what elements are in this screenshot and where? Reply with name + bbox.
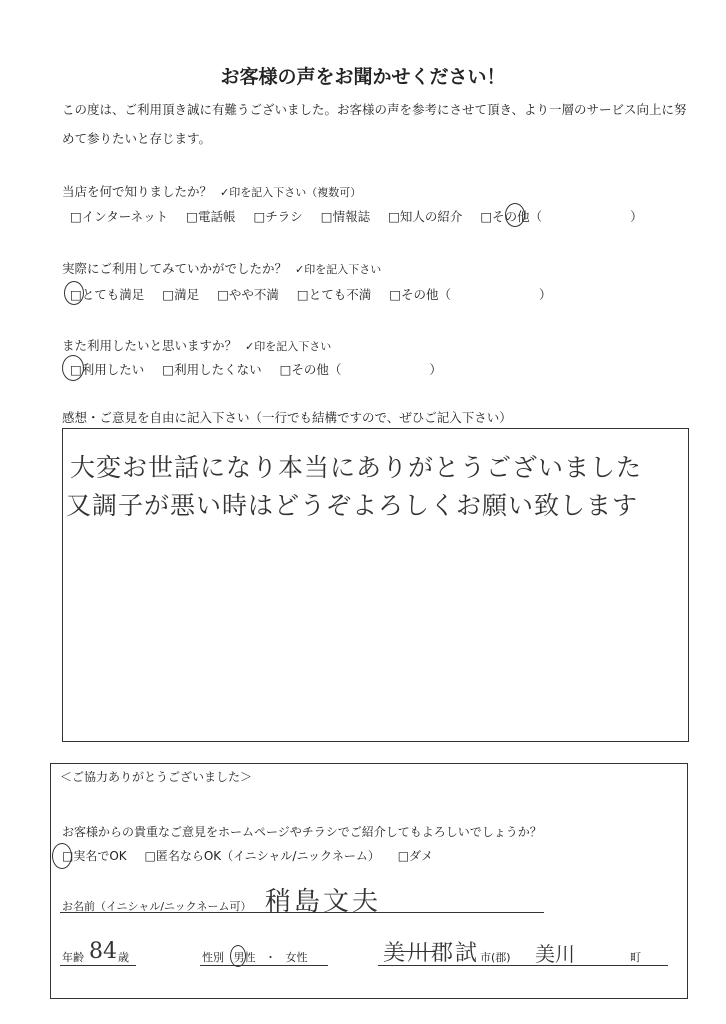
page-title: お客様の声をお聞かせください！ bbox=[220, 66, 506, 88]
question-2 bbox=[62, 259, 381, 277]
q3-option-other-close: ） bbox=[429, 362, 442, 377]
q1-option-referral[interactable]: □知人の紹介 bbox=[388, 209, 463, 224]
consent-option-anonymous[interactable]: □匿名ならOK（イニシャル/ニックネーム） bbox=[144, 849, 380, 863]
q1-option-flyer[interactable]: □チラシ bbox=[253, 209, 303, 224]
q3-selection-circle bbox=[62, 355, 84, 381]
q2-option-very-satisfied[interactable]: □とても満足 bbox=[70, 287, 145, 302]
gender-field bbox=[202, 949, 308, 965]
question-2-options bbox=[70, 285, 566, 303]
q2-option-very-unsatisfied[interactable]: □とても不満 bbox=[296, 287, 372, 302]
question-2-hint: ✓印を記入下さい bbox=[295, 263, 382, 276]
comments-handwritten-line-1: 大変お世話になり本当にありがとうございました bbox=[70, 453, 643, 482]
question-1-options bbox=[70, 207, 657, 225]
age-label: 年齢 bbox=[62, 951, 84, 964]
intro-line-2: めて参りたいと存じます。 bbox=[62, 131, 212, 146]
address-town-handwritten: 美川 bbox=[535, 942, 575, 966]
question-3-options bbox=[70, 360, 456, 378]
q2-option-other-close: ） bbox=[538, 287, 552, 302]
question-1-label: 当店を何で知りましたか？ bbox=[62, 184, 213, 199]
consent-options bbox=[62, 847, 447, 864]
q1-option-other[interactable]: □その他（ bbox=[480, 209, 543, 224]
q1-option-internet[interactable]: □インターネット bbox=[70, 209, 169, 224]
age-unit: 歳 bbox=[118, 951, 129, 964]
comments-label: 感想・ご意見を自由に記入下さい（一行でも結構ですので、ぜひご記入下さい） bbox=[62, 410, 512, 425]
name-underline bbox=[60, 912, 544, 913]
q1-option-phonebook[interactable]: □電話帳 bbox=[186, 209, 236, 224]
address-strikethrough bbox=[385, 951, 435, 952]
q2-option-other[interactable]: □その他（ bbox=[389, 287, 451, 302]
q3-option-use-again[interactable]: □利用したい bbox=[70, 362, 145, 377]
gender-option-male[interactable]: 男性 bbox=[233, 951, 256, 964]
q2-selection-circle bbox=[64, 281, 84, 305]
address-town-label: 町 bbox=[630, 951, 641, 964]
comments-handwritten-line-2: 又調子が悪い時はどうぞよろしくお願い致します bbox=[66, 491, 639, 520]
question-1-hint: ✓印を記入下さい（複数可） bbox=[220, 186, 362, 199]
q3-option-other[interactable]: □その他（ bbox=[279, 362, 342, 377]
gender-separator: ・ bbox=[265, 951, 276, 964]
intro-line-1: この度は、ご利用頂き誠に有難うございました。お客様の声を参考にさせて頂き、より一層のサービス向上に努 bbox=[62, 102, 687, 117]
q2-option-satisfied[interactable]: □満足 bbox=[162, 287, 200, 302]
consent-option-real-name[interactable]: □実名でOK bbox=[62, 849, 127, 863]
address-prefecture-handwritten: 美川郡試 bbox=[383, 941, 480, 966]
consent-question: お客様からの貴重なご意見をホームページやチラシでご紹介してもよろしいでしょうか？ bbox=[62, 825, 542, 839]
address-underline bbox=[378, 965, 668, 966]
question-2-label: 実際にご利用してみていかがでしたか？ bbox=[62, 261, 288, 276]
consent-header: ＜ご協力ありがとうございました＞ bbox=[60, 770, 253, 784]
question-3-label: また利用したいと思いますか？ bbox=[62, 338, 238, 353]
age-underline bbox=[60, 965, 136, 966]
question-1 bbox=[62, 182, 361, 200]
age-handwritten: 84 bbox=[89, 939, 117, 964]
gender-label: 性別 bbox=[202, 951, 224, 964]
question-3 bbox=[62, 336, 331, 354]
q2-option-somewhat-unsatisfied[interactable]: □やや不満 bbox=[217, 287, 279, 302]
gender-selection-circle bbox=[230, 945, 246, 967]
address-city-label: 市(郡) bbox=[480, 951, 511, 964]
q1-selection-circle bbox=[505, 203, 525, 227]
q1-option-magazine[interactable]: □情報誌 bbox=[320, 209, 371, 224]
q3-option-not-use-again[interactable]: □利用したくない bbox=[162, 362, 262, 377]
consent-selection-circle bbox=[52, 843, 72, 869]
gender-underline bbox=[200, 965, 328, 966]
consent-option-decline[interactable]: □ダメ bbox=[397, 849, 434, 863]
name-label: お名前（イニシャル/ニックネーム可） bbox=[62, 900, 252, 913]
q1-option-other-close: ） bbox=[630, 209, 643, 224]
name-handwritten: 稍島文夫 bbox=[265, 887, 382, 917]
gender-option-female[interactable]: 女性 bbox=[285, 951, 308, 964]
question-3-hint: ✓印を記入下さい bbox=[245, 340, 332, 353]
